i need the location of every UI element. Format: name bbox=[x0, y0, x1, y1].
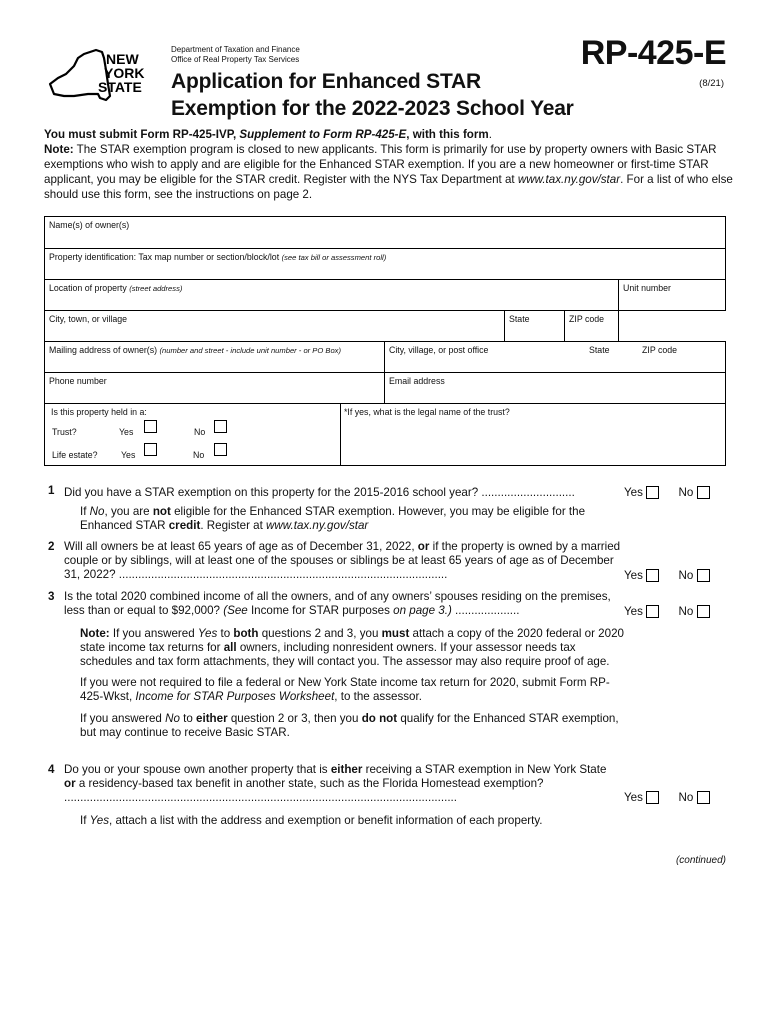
q1-sub-b: No bbox=[89, 505, 105, 518]
q4-b: either bbox=[330, 763, 363, 776]
location-label bbox=[49, 283, 182, 293]
q4-e: a residency-based tax benefit in another state, such as the Florida Homestead exemption? .......................................................................................................................... bbox=[64, 776, 544, 804]
trust-yes-label: Yes bbox=[119, 427, 134, 437]
office-name: Office of Real Property Tax Services bbox=[171, 55, 300, 64]
unit-number-label: Unit number bbox=[623, 283, 671, 293]
email-field[interactable] bbox=[384, 372, 726, 404]
continued-label: (continued) bbox=[675, 855, 726, 866]
question-1-answers bbox=[624, 486, 710, 500]
logo-text-york: YORK bbox=[104, 65, 145, 81]
intro-note-text: The STAR exemption program is closed to new applicants. This form is primarily for use by property owners with Basic STAR exemptions who wish to apply and are eligible for the Enhanced STAR exemption. If you are a new homeowner or first-time STAR applicant, you may be eligible for the STAR credit. Register with the NYS Tax Department at bbox=[44, 143, 717, 186]
question-1-note bbox=[80, 505, 600, 533]
intro-l1b: Supplement to Form RP-425-E bbox=[239, 128, 407, 141]
q4-sub-a: If bbox=[80, 814, 90, 827]
mailing-city-field[interactable] bbox=[384, 341, 726, 373]
q3-e: .................... bbox=[451, 603, 520, 617]
q3-para3-d: either bbox=[196, 711, 228, 725]
q3-note-h: all bbox=[223, 640, 237, 654]
q3-note-f: must bbox=[381, 627, 410, 640]
q1-sub-link[interactable]: www.tax.ny.gov/star bbox=[266, 518, 369, 532]
form-title-line2: Exemption for the 2022-2023 School Year bbox=[171, 97, 574, 120]
q3-a: Is the total 2020 combined income of all the owners, and of any owners’ spouses residing on the premises, less than or equal to $92,000? bbox=[64, 590, 611, 617]
life-estate-label: Life estate? bbox=[52, 450, 98, 460]
q1-sub-d: not bbox=[152, 505, 171, 518]
q1-sub-f: credit bbox=[168, 518, 201, 532]
question-2-text bbox=[64, 540, 624, 582]
q3-para3-b: No bbox=[165, 711, 180, 725]
q3-basic-star-paragraph bbox=[80, 712, 630, 740]
q3-note-g: attach a copy of the 2020 federal or 2020 state income tax returns for bbox=[80, 627, 624, 654]
question-3-answers bbox=[624, 605, 710, 619]
q3-para3-c: to bbox=[179, 711, 197, 725]
star-website-link[interactable]: www.tax.ny.gov/star bbox=[517, 173, 621, 186]
location-label-text: Location of property bbox=[49, 283, 127, 293]
location-field[interactable] bbox=[44, 279, 619, 311]
q3-yes-label: Yes bbox=[624, 605, 643, 618]
intro-text bbox=[44, 127, 734, 202]
q3-no-checkbox[interactable] bbox=[697, 605, 710, 618]
q3-note-e: questions 2 and 3, you bbox=[258, 627, 382, 640]
zip-label: ZIP code bbox=[569, 314, 605, 324]
q3-note-b: Yes bbox=[197, 627, 218, 640]
intro-l1c: , with this form bbox=[406, 128, 489, 141]
q2-c: if the property is owned by a married couple or by siblings, will at least one of the spouses or siblings be at least 65 years of age as of December 31, 2022? ...................................................................................................... bbox=[64, 540, 621, 581]
trust-name-field[interactable] bbox=[340, 403, 726, 466]
q4-d: or bbox=[64, 776, 76, 790]
q3-note-i: owners, including nonresident owners. If your assessor needs tax schedules and tax form attachments, they will contact you. The assessor may also require proof of age. bbox=[80, 640, 610, 668]
intro-note-end: . For a list of who else should use this form, see the instructions on page 2. bbox=[44, 173, 733, 201]
held-in-label: Is this property held in a: bbox=[51, 407, 147, 417]
q1-sub-a: If bbox=[80, 505, 90, 518]
phone-label: Phone number bbox=[49, 376, 107, 386]
q2-no-label: No bbox=[678, 569, 694, 582]
form-number: RP-425-E bbox=[580, 34, 726, 72]
question-1-text: Did you have a STAR exemption on this property for the 2015-2016 school year? ............................. bbox=[64, 486, 575, 499]
life-estate-no-checkbox[interactable] bbox=[214, 443, 227, 456]
trust-label: Trust? bbox=[52, 427, 77, 437]
logo-text-state: STATE bbox=[98, 79, 142, 95]
trust-name-label: *If yes, what is the legal name of the trust? bbox=[344, 407, 510, 417]
email-label: Email address bbox=[389, 376, 445, 386]
question-4-answers bbox=[624, 791, 710, 805]
q3-note-c: to bbox=[217, 627, 234, 640]
intro-l1a: You must submit Form RP-425-IVP, bbox=[44, 128, 240, 141]
q3-no-label: No bbox=[678, 605, 694, 618]
city-label: City, town, or village bbox=[49, 314, 128, 324]
owners-field[interactable] bbox=[44, 216, 726, 249]
q4-yes-checkbox[interactable] bbox=[646, 791, 659, 804]
property-id-label-text: Property identification: Tax map number or section/block/lot bbox=[49, 252, 280, 262]
q1-sub-e: eligible for the Enhanced STAR exemption. However, you may be eligible for the Enhanced STAR bbox=[80, 505, 586, 532]
q4-c: receiving a STAR exemption in New York State bbox=[362, 763, 607, 776]
q2-a: Will all owners be at least 65 years of age as of December 31, 2022, bbox=[64, 540, 418, 553]
q3-b: (See bbox=[223, 603, 248, 617]
city-field[interactable] bbox=[44, 310, 505, 342]
mailing-state-label: State bbox=[589, 345, 610, 355]
question-4 bbox=[44, 763, 734, 808]
question-2 bbox=[44, 540, 734, 585]
question-3-number: 3 bbox=[48, 590, 55, 603]
q2-yes-label: Yes bbox=[624, 569, 643, 582]
q4-sub-c: , attach a list with the address and exemption or benefit information of each property. bbox=[109, 814, 543, 827]
q3-para2-a: If you were not required to file a federal or New York State income tax return for 2020, submit Form RP-425-Wkst, bbox=[80, 676, 610, 704]
life-estate-yes-label: Yes bbox=[121, 450, 136, 460]
life-estate-no-label: No bbox=[193, 450, 205, 460]
q3-para3-a: If you answered bbox=[80, 711, 166, 725]
question-4-note bbox=[80, 814, 630, 828]
q1-sub-g: . Register at bbox=[200, 518, 267, 532]
trust-yes-checkbox[interactable] bbox=[144, 420, 157, 433]
phone-field[interactable] bbox=[44, 372, 385, 404]
question-3-text bbox=[64, 590, 624, 618]
q3-c: Income for STAR purposes bbox=[247, 603, 394, 617]
q2-yes-checkbox[interactable] bbox=[646, 569, 659, 582]
form-title bbox=[171, 68, 574, 122]
q4-a: Do you or your spouse own another property that is bbox=[64, 763, 331, 776]
q3-para2-b: Income for STAR Purposes Worksheet bbox=[135, 690, 335, 704]
property-id-label bbox=[49, 252, 386, 262]
supplement-requirement bbox=[44, 127, 734, 142]
q3-para3-f: do not bbox=[361, 711, 398, 725]
q1-yes-checkbox[interactable] bbox=[646, 486, 659, 499]
q1-no-label: No bbox=[678, 486, 694, 499]
intro-l1d: . bbox=[488, 128, 492, 141]
q4-no-checkbox[interactable] bbox=[697, 791, 710, 804]
mailing-address-field[interactable] bbox=[44, 341, 385, 373]
question-3 bbox=[44, 590, 734, 620]
intro-note bbox=[44, 142, 734, 202]
q3-d: on page 3.) bbox=[393, 603, 452, 617]
property-id-field[interactable] bbox=[44, 248, 726, 280]
question-4-text bbox=[64, 763, 619, 805]
q3-worksheet-paragraph bbox=[80, 676, 630, 704]
q3-note-d: both bbox=[233, 627, 259, 640]
life-estate-yes-checkbox[interactable] bbox=[144, 443, 157, 456]
property-id-hint: (see tax bill or assessment roll) bbox=[281, 253, 387, 262]
q3-note-paragraph bbox=[80, 627, 630, 668]
logo-text-new: NEW bbox=[106, 51, 139, 67]
question-1-number: 1 bbox=[48, 484, 55, 497]
mailing-address-label bbox=[49, 345, 341, 355]
q3-para3-g: qualify for the Enhanced STAR exemption, but may continue to receive Basic STAR. bbox=[80, 711, 619, 739]
trust-no-checkbox[interactable] bbox=[214, 420, 227, 433]
q4-no-label: No bbox=[678, 791, 694, 804]
mailing-city-label: City, village, or post office bbox=[389, 345, 489, 355]
q1-sub-c: , you are bbox=[104, 505, 153, 518]
owners-label: Name(s) of owner(s) bbox=[49, 220, 130, 230]
q2-b: or bbox=[417, 540, 430, 553]
unit-number-field[interactable] bbox=[618, 279, 726, 311]
trust-no-label: No bbox=[194, 427, 206, 437]
q1-yes-label: Yes bbox=[624, 486, 643, 499]
form-date: (8/21) bbox=[699, 78, 724, 89]
question-4-number: 4 bbox=[48, 763, 55, 776]
q1-no-checkbox[interactable] bbox=[697, 486, 710, 499]
question-3-note bbox=[80, 627, 630, 740]
q4-yes-label: Yes bbox=[624, 791, 643, 804]
mailing-label-text: Mailing address of owner(s) bbox=[49, 345, 158, 355]
question-2-answers bbox=[624, 569, 710, 583]
q4-sub-b: Yes bbox=[89, 814, 110, 827]
new-york-state-logo bbox=[44, 44, 156, 104]
trust-question-box bbox=[44, 403, 341, 466]
state-field[interactable] bbox=[504, 310, 565, 342]
q3-note-label: Note: bbox=[80, 627, 110, 640]
location-hint: (street address) bbox=[129, 284, 183, 293]
q3-note-a: If you answered bbox=[109, 627, 198, 640]
q3-para2-c: , to the assessor. bbox=[334, 690, 422, 704]
q3-yes-checkbox[interactable] bbox=[646, 605, 659, 618]
form-title-line1: Application for Enhanced STAR bbox=[171, 70, 481, 93]
mailing-zip-label: ZIP code bbox=[642, 345, 678, 355]
q3-para3-e: question 2 or 3, then you bbox=[227, 711, 362, 725]
state-label: State bbox=[509, 314, 530, 324]
department-name: Department of Taxation and Finance bbox=[171, 45, 300, 54]
mailing-hint: (number and street - include unit number - or PO Box) bbox=[159, 346, 342, 355]
zip-field[interactable] bbox=[564, 310, 619, 342]
intro-note-label: Note: bbox=[44, 143, 74, 156]
q2-no-checkbox[interactable] bbox=[697, 569, 710, 582]
question-2-number: 2 bbox=[48, 540, 55, 553]
